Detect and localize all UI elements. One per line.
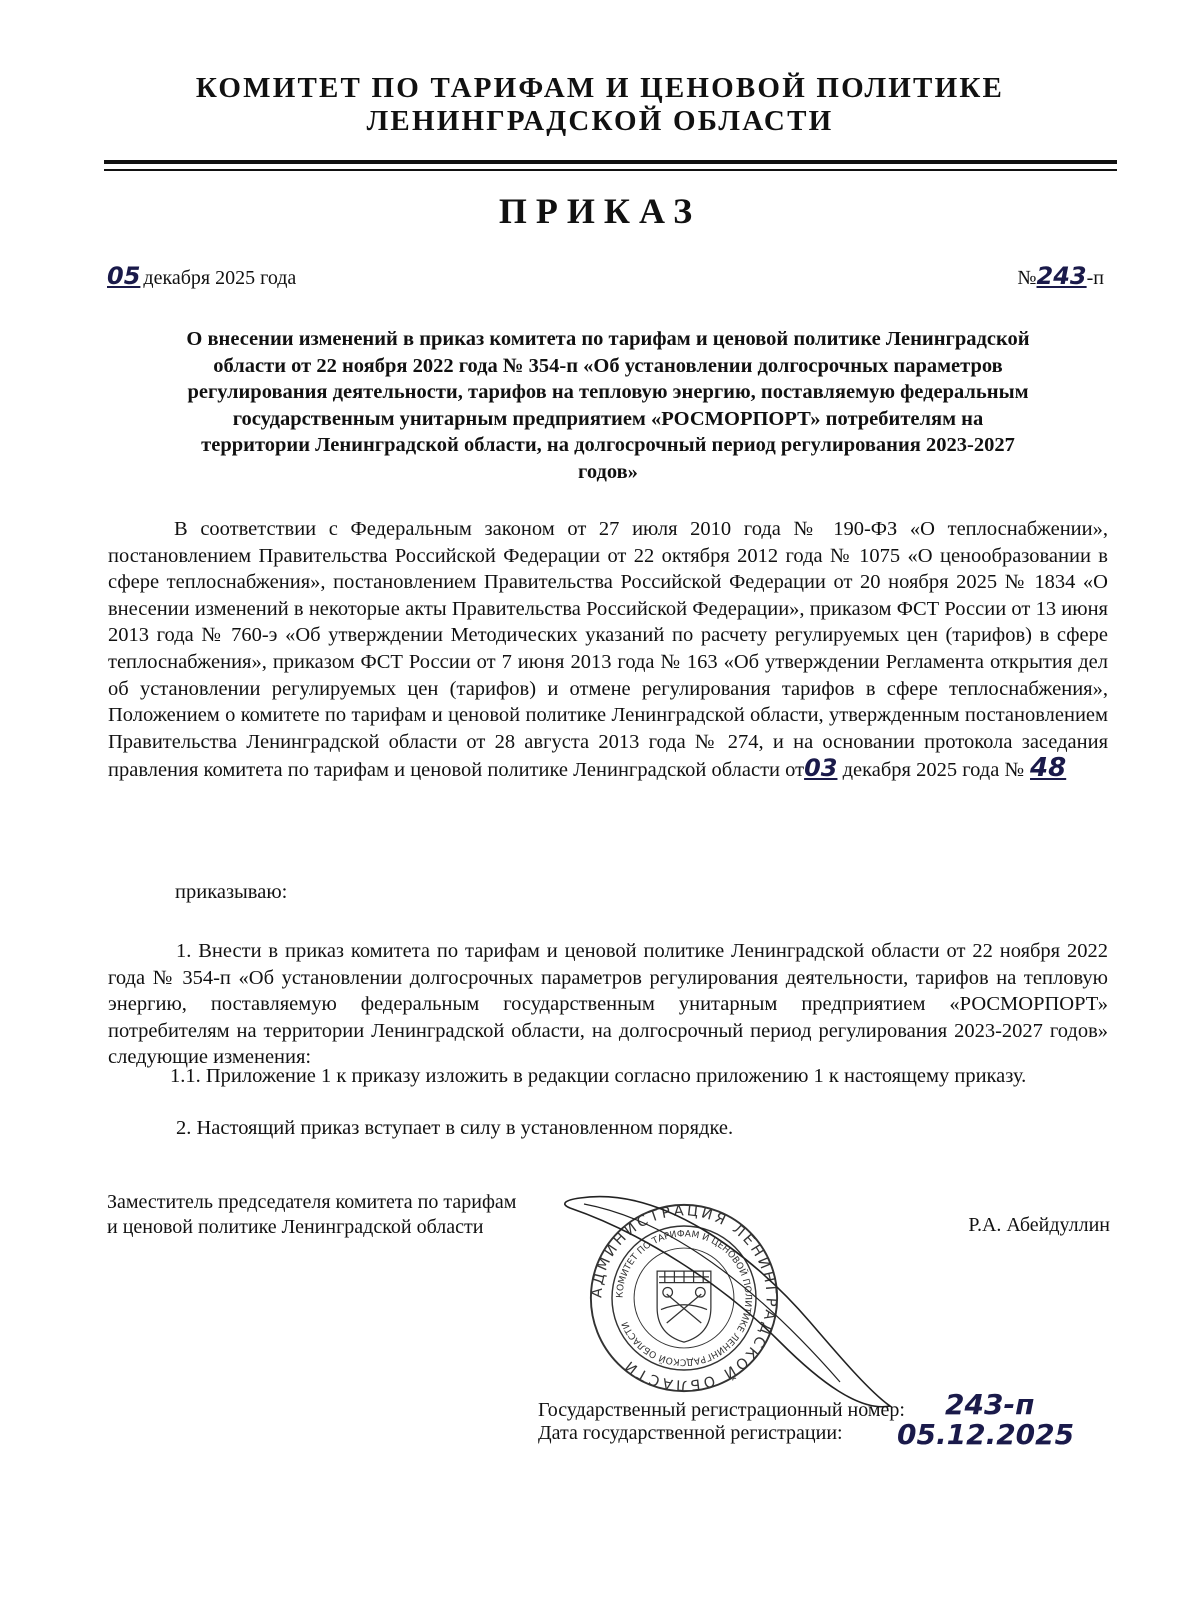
order-word: приказываю: (175, 881, 288, 903)
registration-number-value: 243-п (945, 1388, 1035, 1421)
number-prefix: № (1017, 267, 1037, 289)
document-title (108, 326, 1108, 485)
protocol-number-handwritten: 48 (1030, 753, 1067, 784)
item-1-1: 1.1. Приложение 1 к приказу изложить в редакции согласно приложению 1 к настоящему приказу. (170, 1065, 1027, 1087)
document-date (107, 262, 296, 290)
item-1: 1. Внести в приказ комитета по тарифам и ценовой политике Ленинградской области от 22 ноября 2022 года № 354-п «Об установлении долгосрочных параметров регулирования деятельности, тарифов на тепловую энергию, поставляемую федеральным государственным унитарным предприятием «РОСМОРПОРТ» потребителям на территории Ленинградской области, на долгосрочный период регулирования 2023-2027 годов» следующие изменения: (108, 940, 1108, 1069)
position-line-2: и ценовой политике Ленинградской области (107, 1216, 484, 1238)
number-handwritten: 243 (1036, 262, 1087, 290)
handwritten-signature (540, 1192, 910, 1422)
title-line: регулирования деятельности, тарифов на тепловую энергию, поставляемую федеральным (187, 381, 1029, 403)
document-type: ПРИКАЗ (498, 191, 702, 231)
preamble-text: В соответствии с Федеральным законом от 27 июля 2010 года № 190-ФЗ «О теплоснабжении», постановлением Правительства Российской Федерации от 22 октября 2012 года № 1075 «О ценообразовании в сфере теплоснабжения», постановлением Правительства Российской Федерации от 20 ноября 2025 № 1834 «О внесении изменений в некоторые акты Правительства Российской Федерации», приказом ФСТ России от 13 июня 2013 года № 760-э «Об утверждении Методических указаний по расчету регулируемых цен (тарифов) в сфере теплоснабжения», приказом ФСТ России от 7 июня 2013 года № 163 «Об утверждении Регламента открытия дел об установлении регулируемых цен (тарифов) и отмене регулирования тарифов в сфере теплоснабжения», Положением о комитете по тарифам и ценовой политике Ленинградской области, утвержденным постановлением Правительства Ленинградской области от 28 августа 2013 года № 274, и на основании протокола заседания правления комитета по тарифам и ценовой политике Ленинградской области от (108, 518, 1108, 782)
title-line: государственным унитарным предприятием «РОСМОРПОРТ» потребителям на (232, 407, 984, 430)
registration-date-label: Дата государственной регистрации: (538, 1422, 843, 1444)
signatory-position (107, 1190, 516, 1240)
protocol-after-day: декабря 2025 года № (842, 759, 1025, 782)
organization-line-2: ЛЕНИНГРАДСКОЙ ОБЛАСТИ (366, 105, 834, 137)
preamble-paragraph (108, 516, 1108, 784)
number-suffix: -п (1086, 267, 1104, 289)
organization-header (0, 72, 1200, 138)
organization-line-1: КОМИТЕТ ПО ТАРИФАМ И ЦЕНОВОЙ ПОЛИТИКЕ (195, 72, 1005, 104)
registration-date-value: 05.12.2025 (897, 1418, 1075, 1451)
header-rule-thick (104, 160, 1117, 164)
title-line: области от 22 ноября 2022 года № 354-п «Об установлении долгосрочных параметров (213, 354, 1003, 377)
date-rest: декабря 2025 года (143, 267, 297, 289)
position-line-1: Заместитель председателя комитета по тарифам (107, 1191, 517, 1213)
protocol-day-handwritten: 03 (804, 754, 838, 783)
item-2: 2. Настоящий приказ вступает в силу в установленном порядке. (176, 1117, 734, 1139)
registration-number-label: Государственный регистрационный номер: (538, 1399, 905, 1421)
header-rule-thin (104, 169, 1117, 171)
document-number (1017, 262, 1104, 290)
date-day-handwritten: 05 (107, 262, 141, 290)
signatory-name: Р.А. Абейдуллин (968, 1214, 1110, 1236)
stamp-inner-text: КОМИТЕТ ПО ТАРИФАМ И ЦЕНОВОЙ ПОЛИТИКЕ ЛЕНИНГРАДСКОЙ ОБЛАСТИ (615, 1229, 753, 1367)
title-line: О внесении изменений в приказ комитета по тарифам и ценовой политике Ленинградской (186, 328, 1030, 350)
title-line: годов» (578, 460, 638, 483)
stamp-outer-text: АДМИНИСТРАЦИЯ ЛЕНИНГРАДСКОЙ ОБЛАСТИ (589, 1203, 779, 1393)
title-line: территории Ленинградской области, на долгосрочный период регулирования 2023-2027 (201, 434, 1015, 456)
